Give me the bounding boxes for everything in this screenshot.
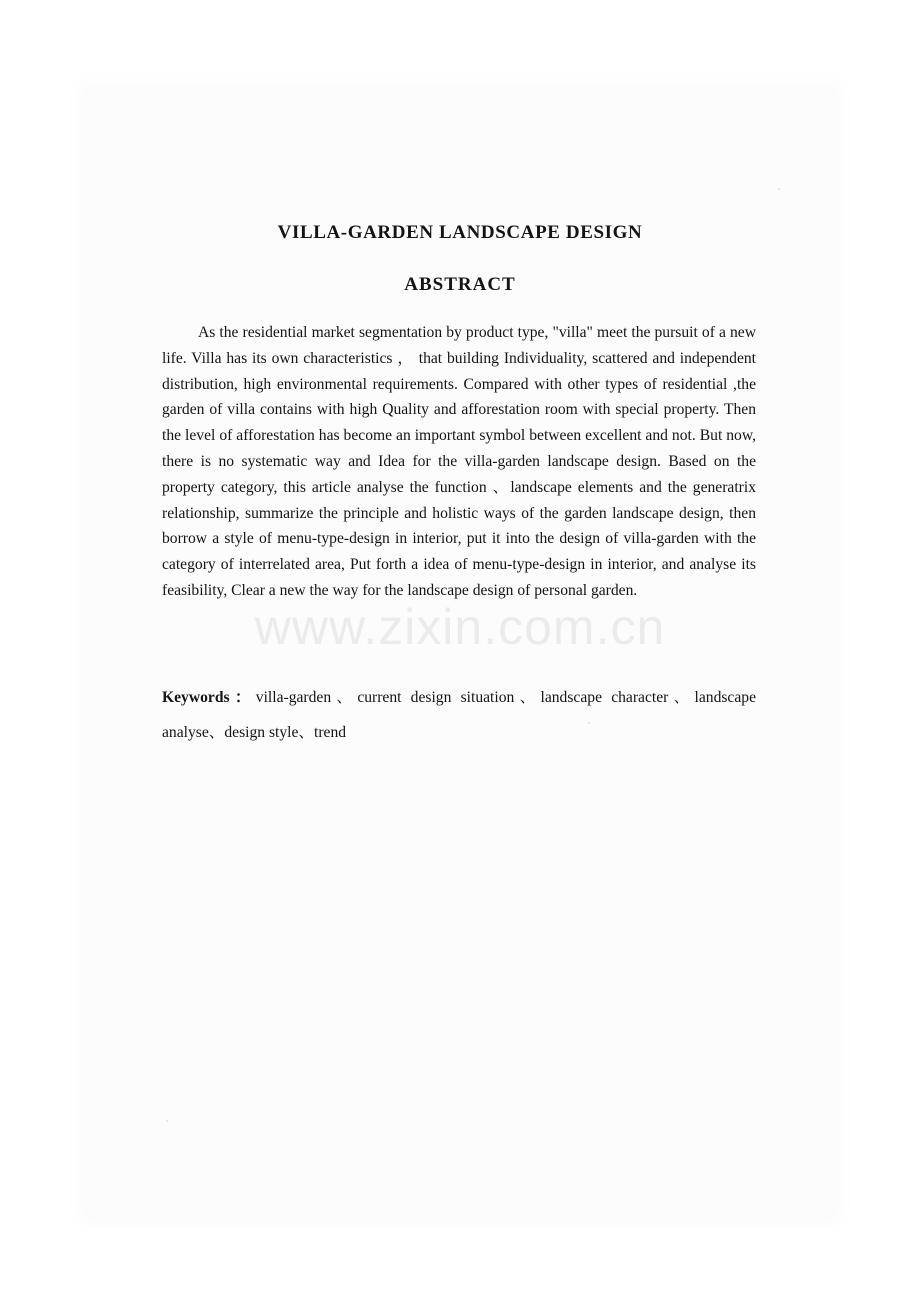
keywords-label: Keywords： xyxy=(162,689,256,706)
scan-speck xyxy=(778,188,780,190)
scan-speck xyxy=(166,1120,168,1122)
abstract-heading: ABSTRACT xyxy=(404,274,516,295)
keywords xyxy=(162,680,756,750)
scan-speck xyxy=(588,722,590,724)
abstract-body: As the residential market segmentation by product type, "villa" meet the pursuit of a new life. Villa has its own characteristics ， that building Individuality, scattered and independent distribution, high environmental requirements. Compared with other types of residential ,the garden of villa contains with high Quality and afforestation room with special property. Then the level of afforestation has become an important symbol between excellent and not. But now, there is no systematic way and Idea for the villa-garden landscape design. Based on the property category, this article analyse the function 、landscape elements and the generatrix relationship, summarize the principle and holistic ways of the garden landscape design, then borrow a style of menu-type-design in interior, put it into the design of villa-garden with the category of interrelated area, Put forth a idea of menu-type-design in interior, and analyse its feasibility, Clear a new the way for the landscape design of personal garden. xyxy=(162,324,756,599)
keywords-list: villa-garden、current design situation、landscape character、landscape analyse、design style、trend xyxy=(162,689,756,741)
paper-title: VILLA-GARDEN LANDSCAPE DESIGN xyxy=(277,222,643,243)
paper-sheet xyxy=(86,88,834,1218)
